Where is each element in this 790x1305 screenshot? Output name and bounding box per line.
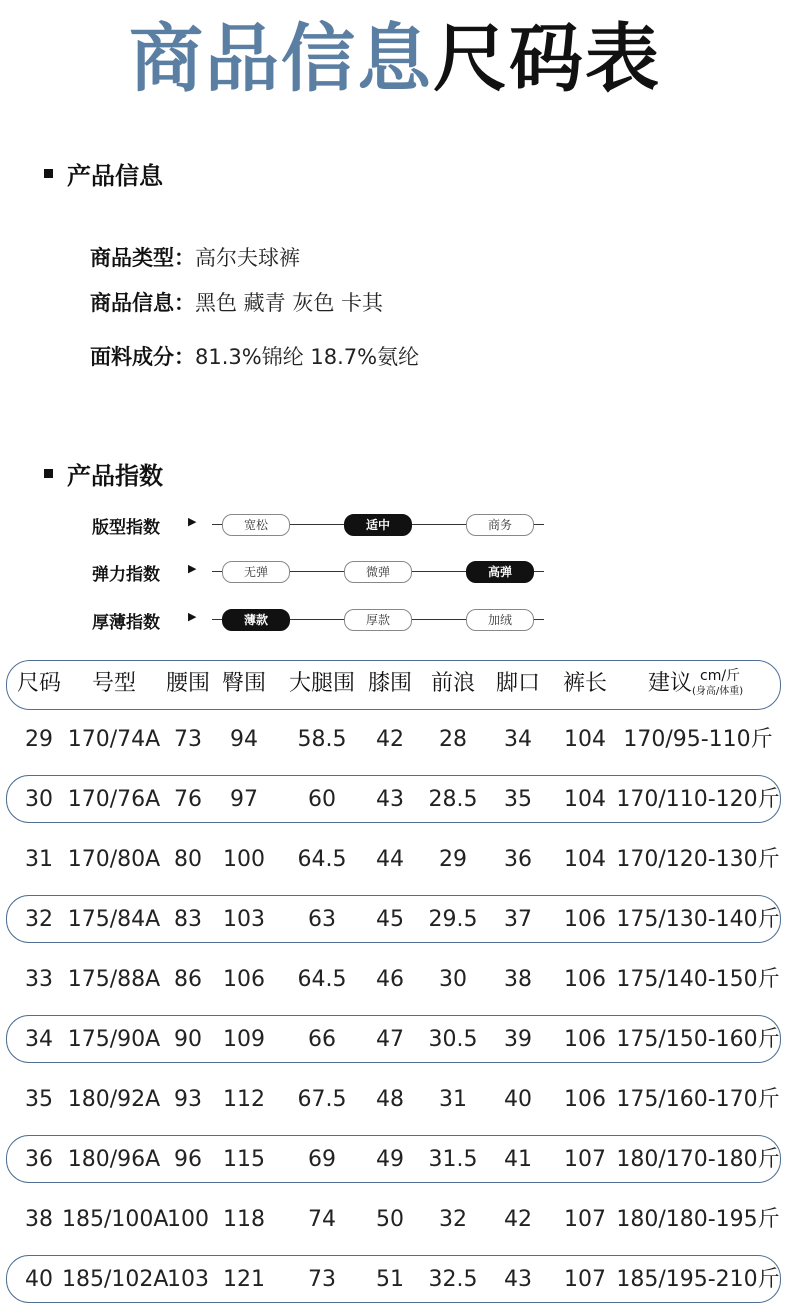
table-cell: 185/100A — [62, 1207, 169, 1232]
table-cell: 112 — [223, 1087, 265, 1112]
table-cell: 170/80A — [67, 847, 161, 872]
table-cell: 76 — [174, 787, 202, 812]
table-cell: 90 — [174, 1027, 202, 1052]
table-row — [0, 1075, 790, 1125]
table-cell: 42 — [376, 727, 404, 752]
table-cell: 121 — [223, 1267, 265, 1292]
info-fabric-label: 面料成分： — [90, 345, 195, 369]
index-name: 厚薄指数 — [92, 613, 160, 633]
table-cell: 30.5 — [428, 1027, 478, 1052]
table-cell: 106 — [564, 1087, 606, 1112]
table-cell: 64.5 — [297, 847, 347, 872]
index-option: 适中 — [344, 514, 412, 536]
table-cell: 170/76A — [67, 787, 161, 812]
table-cell: 36 — [504, 847, 532, 872]
index-option: 厚款 — [344, 609, 412, 631]
header-unit-note: (身高/体重) — [692, 686, 744, 697]
table-cell: 107 — [564, 1267, 606, 1292]
table-cell: 83 — [174, 907, 202, 932]
header-cell: 大腿围 — [288, 671, 355, 696]
table-cell: 170/74A — [67, 727, 161, 752]
info-type-value: 高尔夫球裤 — [195, 246, 300, 270]
table-cell: 170/120-130斤 — [616, 847, 780, 872]
index-name: 版型指数 — [92, 518, 160, 538]
header-cell: 建议 — [648, 671, 693, 696]
section-product-index — [44, 456, 163, 491]
header-cell: 臀围 — [221, 671, 266, 696]
table-cell: 175/160-170斤 — [616, 1087, 780, 1112]
header-cell: 裤长 — [562, 671, 607, 696]
index-option: 宽松 — [222, 514, 290, 536]
table-cell: 49 — [376, 1147, 404, 1172]
info-type-label: 商品类型： — [90, 246, 195, 270]
table-cell: 40 — [25, 1267, 53, 1292]
table-row — [0, 955, 790, 1005]
header-cell: 前浪 — [430, 671, 475, 696]
title-part-size-chart: 尺码表 — [433, 16, 661, 102]
info-colors — [90, 287, 383, 317]
table-cell: 60 — [308, 787, 336, 812]
table-cell: 33 — [25, 967, 53, 992]
table-cell: 185/102A — [62, 1267, 169, 1292]
table-cell: 103 — [223, 907, 265, 932]
index-option: 高弹 — [466, 561, 534, 583]
index-option: 微弹 — [344, 561, 412, 583]
index-row — [92, 606, 552, 634]
table-cell: 97 — [230, 787, 258, 812]
section-heading: 产品指数 — [67, 462, 163, 490]
table-cell: 63 — [308, 907, 336, 932]
header-cell: 号型 — [91, 671, 136, 696]
table-cell: 47 — [376, 1027, 404, 1052]
info-fabric-value: 81.3%锦纶 18.7%氨纶 — [195, 345, 420, 369]
table-cell: 30 — [439, 967, 467, 992]
table-row — [0, 1195, 790, 1245]
table-row — [0, 775, 790, 825]
table-cell: 175/130-140斤 — [616, 907, 780, 932]
table-cell: 29 — [439, 847, 467, 872]
table-cell: 29 — [25, 727, 53, 752]
table-cell: 31.5 — [428, 1147, 478, 1172]
table-cell: 115 — [223, 1147, 265, 1172]
table-cell: 109 — [223, 1027, 265, 1052]
table-cell: 106 — [564, 907, 606, 932]
table-cell: 66 — [308, 1027, 336, 1052]
page-title — [0, 14, 790, 104]
table-cell: 175/90A — [67, 1027, 161, 1052]
info-colors-value: 黑色 藏青 灰色 卡其 — [195, 291, 384, 315]
table-cell: 170/95-110斤 — [623, 727, 773, 752]
table-cell: 51 — [376, 1267, 404, 1292]
header-cell: 膝围 — [367, 671, 412, 696]
index-row — [92, 511, 552, 539]
table-cell: 43 — [504, 1267, 532, 1292]
table-cell: 32 — [439, 1207, 467, 1232]
table-cell: 180/180-195斤 — [616, 1207, 780, 1232]
table-cell: 44 — [376, 847, 404, 872]
table-cell: 37 — [504, 907, 532, 932]
table-cell: 118 — [223, 1207, 265, 1232]
table-cell: 93 — [174, 1087, 202, 1112]
table-cell: 175/140-150斤 — [616, 967, 780, 992]
table-cell: 31 — [439, 1087, 467, 1112]
table-cell: 175/84A — [67, 907, 161, 932]
title-part-info: 商品信息 — [129, 16, 433, 102]
table-cell: 50 — [376, 1207, 404, 1232]
table-cell: 32.5 — [428, 1267, 478, 1292]
table-cell: 100 — [223, 847, 265, 872]
table-cell: 38 — [504, 967, 532, 992]
bullet-square-icon — [44, 169, 53, 178]
table-row — [0, 1015, 790, 1065]
table-cell: 64.5 — [297, 967, 347, 992]
table-cell: 103 — [167, 1267, 209, 1292]
table-row — [0, 895, 790, 945]
info-fabric — [90, 341, 419, 371]
table-cell: 175/150-160斤 — [616, 1027, 780, 1052]
table-cell: 100 — [167, 1207, 209, 1232]
table-cell: 41 — [504, 1147, 532, 1172]
table-cell: 107 — [564, 1147, 606, 1172]
table-cell: 48 — [376, 1087, 404, 1112]
table-row — [0, 1255, 790, 1305]
header-cell: 脚口 — [495, 671, 540, 696]
table-cell: 45 — [376, 907, 404, 932]
table-cell: 58.5 — [297, 727, 347, 752]
table-cell: 69 — [308, 1147, 336, 1172]
table-cell: 32 — [25, 907, 53, 932]
table-cell: 175/88A — [67, 967, 161, 992]
table-cell: 42 — [504, 1207, 532, 1232]
table-cell: 35 — [25, 1087, 53, 1112]
table-cell: 106 — [564, 967, 606, 992]
section-product-info — [44, 156, 163, 191]
table-cell: 104 — [564, 787, 606, 812]
table-cell: 36 — [25, 1147, 53, 1172]
table-row — [0, 1135, 790, 1185]
table-cell: 74 — [308, 1207, 336, 1232]
header-unit: cm/斤 — [700, 668, 741, 684]
table-cell: 106 — [223, 967, 265, 992]
table-cell: 40 — [504, 1087, 532, 1112]
table-cell: 73 — [308, 1267, 336, 1292]
table-cell: 73 — [174, 727, 202, 752]
table-cell: 170/110-120斤 — [616, 787, 780, 812]
index-option: 无弹 — [222, 561, 290, 583]
table-cell: 67.5 — [297, 1087, 347, 1112]
index-row — [92, 558, 552, 586]
index-name: 弹力指数 — [92, 565, 160, 585]
table-cell: 185/195-210斤 — [616, 1267, 780, 1292]
table-cell: 46 — [376, 967, 404, 992]
table-cell: 34 — [504, 727, 532, 752]
table-row — [0, 715, 790, 765]
table-cell: 107 — [564, 1207, 606, 1232]
index-option: 商务 — [466, 514, 534, 536]
table-row — [0, 835, 790, 885]
table-cell: 29.5 — [428, 907, 478, 932]
table-cell: 106 — [564, 1027, 606, 1052]
table-cell: 43 — [376, 787, 404, 812]
table-cell: 28.5 — [428, 787, 478, 812]
info-type — [90, 242, 300, 272]
arrow-right-icon: ▶ — [188, 610, 197, 623]
table-cell: 180/170-180斤 — [616, 1147, 780, 1172]
arrow-right-icon: ▶ — [188, 562, 197, 575]
table-cell: 104 — [564, 727, 606, 752]
table-cell: 28 — [439, 727, 467, 752]
table-cell: 31 — [25, 847, 53, 872]
table-cell: 35 — [504, 787, 532, 812]
section-heading: 产品信息 — [67, 162, 163, 190]
index-option: 加绒 — [466, 609, 534, 631]
index-option: 薄款 — [222, 609, 290, 631]
table-header — [0, 658, 790, 708]
table-cell: 34 — [25, 1027, 53, 1052]
table-cell: 96 — [174, 1147, 202, 1172]
table-cell: 94 — [230, 727, 258, 752]
table-cell: 80 — [174, 847, 202, 872]
table-cell: 180/92A — [67, 1087, 161, 1112]
header-cell: 尺码 — [16, 671, 61, 696]
table-cell: 86 — [174, 967, 202, 992]
table-cell: 104 — [564, 847, 606, 872]
table-cell: 180/96A — [67, 1147, 161, 1172]
info-colors-label: 商品信息： — [90, 291, 195, 315]
header-cell: 腰围 — [165, 671, 210, 696]
bullet-square-icon — [44, 469, 53, 478]
arrow-right-icon: ▶ — [188, 515, 197, 528]
table-cell: 30 — [25, 787, 53, 812]
table-cell: 39 — [504, 1027, 532, 1052]
table-cell: 38 — [25, 1207, 53, 1232]
